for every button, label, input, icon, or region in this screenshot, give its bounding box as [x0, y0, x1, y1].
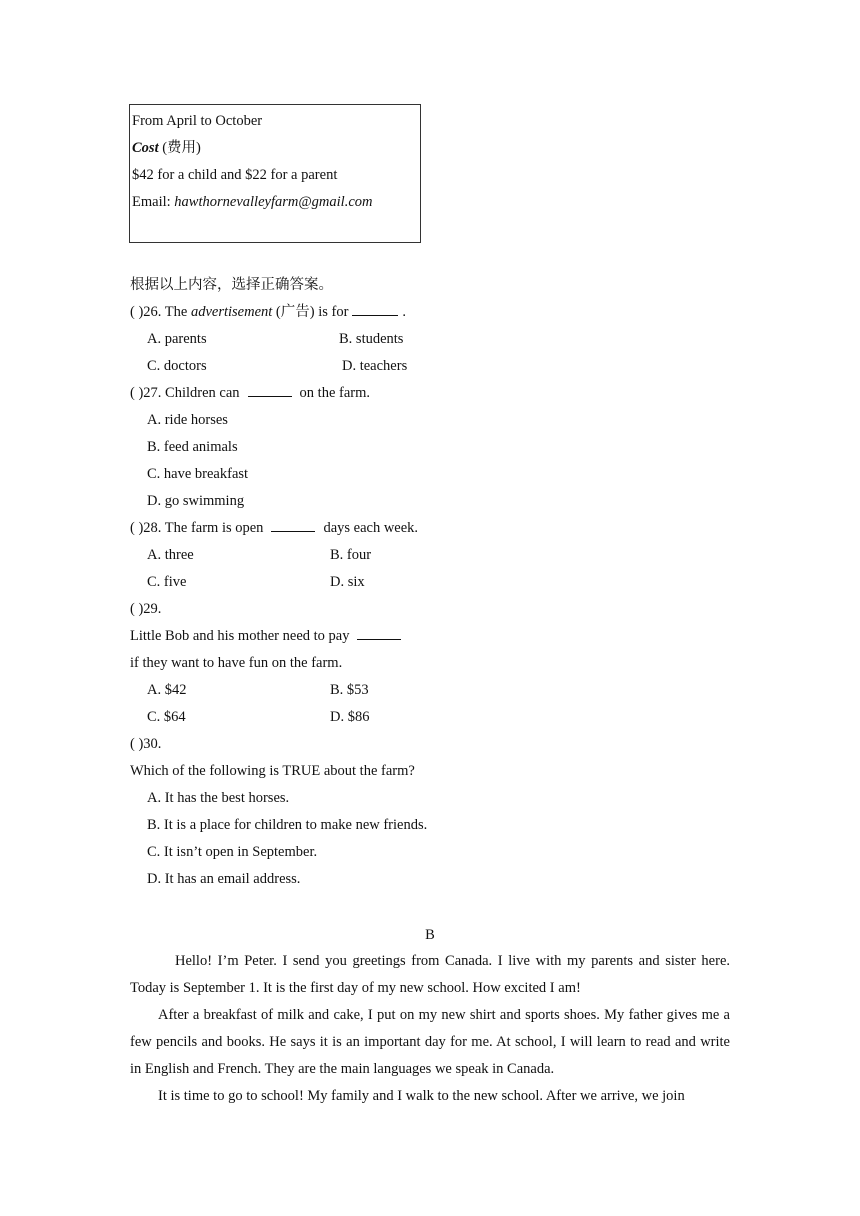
q29-option-b: B. $53 — [330, 682, 369, 698]
cost-label: Cost — [132, 140, 159, 156]
q28-option-c: C. five — [147, 574, 187, 590]
q28-option-a: A. three — [147, 547, 194, 563]
q26-option-a: A. parents — [147, 331, 207, 347]
q29-stem — [130, 627, 401, 645]
cost-cn: (费用) — [158, 140, 201, 156]
q26-option-d: D. teachers — [342, 358, 408, 374]
q26-cn: (广告) is for — [272, 304, 349, 320]
answer-blank — [248, 384, 292, 397]
q28-pre: The farm is open — [161, 520, 264, 536]
q27-pre: Children can — [161, 385, 240, 401]
price-line: $42 for a child and $22 for a parent — [132, 167, 338, 183]
q26-option-b: B. students — [339, 331, 404, 347]
question-27 — [130, 384, 370, 402]
q30-stem: Which of the following is TRUE about the farm? — [130, 763, 415, 779]
q29-number: ( )29. — [130, 601, 162, 617]
q27-option-b: B. feed animals — [147, 439, 238, 455]
season-line: From April to October — [132, 113, 263, 129]
question-28 — [130, 519, 418, 537]
section-b-heading: B — [425, 927, 435, 943]
q28-option-b: B. four — [330, 547, 372, 563]
q29-option-d: D. $86 — [330, 709, 370, 725]
q29-option-c: C. $64 — [147, 709, 186, 725]
q30-option-a: A. It has the best horses. — [147, 790, 290, 806]
email-address: hawthornevalleyfarm@gmail.com — [174, 194, 373, 210]
q27-option-c: C. have breakfast — [147, 466, 249, 482]
q27-option-d: D. go swimming — [147, 493, 245, 509]
answer-blank — [352, 303, 398, 316]
q28-number: ( )28. — [130, 520, 162, 536]
q27-post: on the farm. — [299, 385, 371, 401]
q26-post: . — [402, 304, 407, 320]
q29-stem-text: Little Bob and his mother need to pay — [130, 628, 350, 644]
instruction: 根据以上内容，选择正确答案。 — [130, 277, 333, 293]
q26-option-c: C. doctors — [147, 358, 207, 374]
q27-option-a: A. ride horses — [147, 412, 228, 428]
q26-pre: The — [161, 304, 191, 320]
q28-option-d: D. six — [330, 574, 365, 590]
passage-paragraph-2: After a breakfast of milk and cake, I put on my new shirt and sports shoes. My father gives me a few pencils and books. He says it is an important day for me. At school, I will learn to read and write in English and French. They are the main languages we speak in Canada. — [130, 1007, 730, 1077]
q30-number: ( )30. — [130, 736, 162, 752]
q30-option-b: B. It is a place for children to make new friends. — [147, 817, 428, 833]
farm-info-box — [129, 104, 421, 243]
q26-em: advertisement — [190, 304, 273, 320]
answer-blank — [271, 519, 315, 532]
q30-option-c: C. It isn’t open in September. — [147, 844, 318, 860]
passage-paragraph-1: Hello! I’m Peter. I send you greetings from Canada. I live with my parents and sister here. Today is September 1. It is the first day of my new school. How excited I am! — [130, 953, 730, 996]
email-label: Email: — [132, 194, 175, 210]
q29-option-a: A. $42 — [147, 682, 187, 698]
q30-option-d: D. It has an email address. — [147, 871, 301, 887]
q28-post: days each week. — [323, 520, 419, 536]
question-26 — [130, 303, 406, 321]
passage-paragraph-3: It is time to go to school! My family and I walk to the new school. After we arrive, we join — [158, 1088, 685, 1104]
q26-number: ( )26. — [130, 304, 162, 320]
q29-stem-continued: if they want to have fun on the farm. — [130, 655, 343, 671]
email-line — [132, 193, 418, 220]
cost-line — [132, 139, 418, 166]
q27-number: ( )27. — [130, 385, 162, 401]
answer-blank — [357, 627, 401, 640]
